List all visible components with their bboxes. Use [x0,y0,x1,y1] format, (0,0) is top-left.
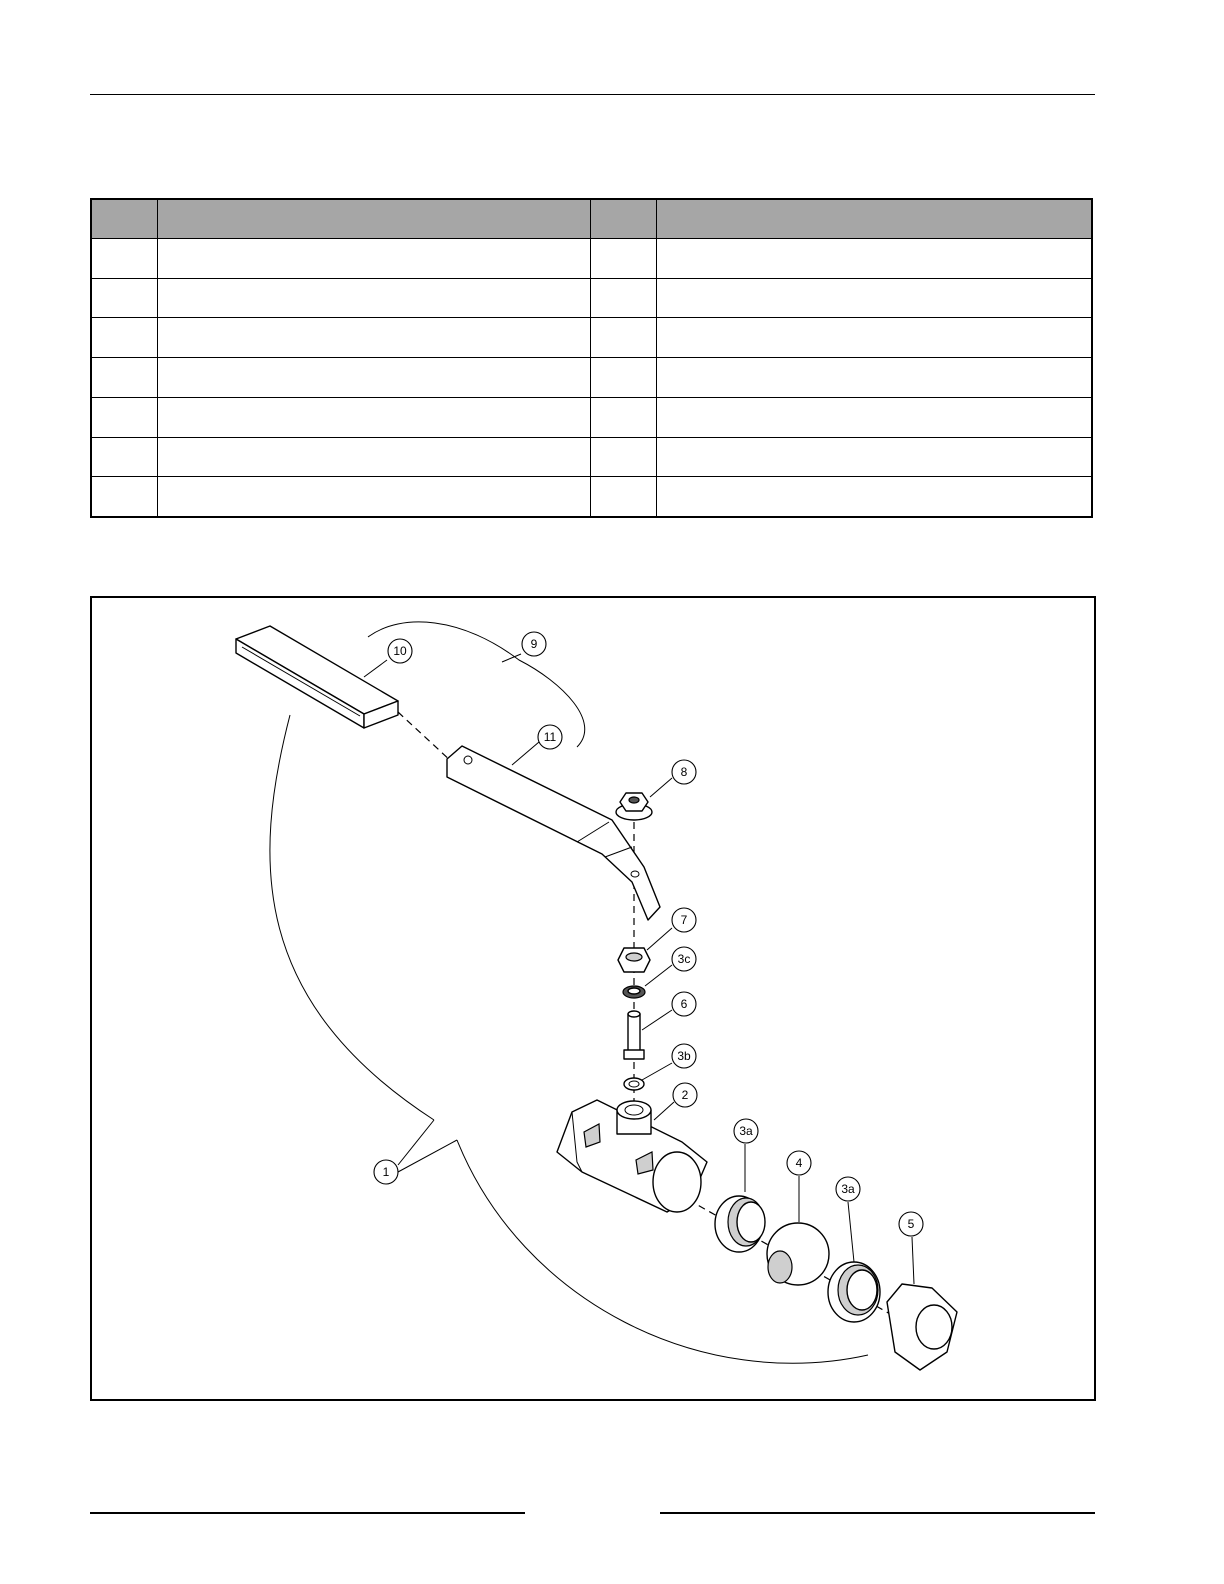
table-cell [590,239,656,279]
packing-nut-part [618,948,650,972]
table-cell [656,397,1092,437]
table-cell [91,477,157,517]
callout-1-label: 1 [382,1165,390,1179]
callout-5 [899,1212,923,1236]
callout-3c-label: 3c [677,952,691,966]
seat-ring-right-part [828,1262,880,1322]
table-row [91,477,1092,517]
table-header-row [91,199,1092,239]
callout-7 [672,908,696,932]
table-cell [590,278,656,318]
table-row [91,437,1092,477]
valve-body-part [557,1100,707,1212]
callout-9-label: 9 [530,637,538,651]
stem-seal-part [624,1078,644,1090]
callout-8-label: 8 [680,765,688,779]
table-cell [656,318,1092,358]
table-cell [590,397,656,437]
callout-2-label: 2 [681,1088,689,1102]
handle-part [447,746,660,920]
handle-sleeve-part [236,626,398,728]
callout-3a-left-label: 3a [739,1124,753,1138]
callout-8 [672,760,696,784]
assembly-bracket-curve [270,715,434,1120]
callout-5-label: 5 [907,1217,915,1231]
table-row [91,318,1092,358]
callout-3a-right [836,1177,860,1201]
handle-nut-part [616,793,652,820]
table-cell [91,318,157,358]
bottom-rule-left [90,1512,525,1514]
exploded-view-frame [90,596,1096,1401]
table-cell [157,239,590,279]
table-cell [91,358,157,398]
ball-part [767,1223,829,1285]
table-cell [157,318,590,358]
table-cell [91,437,157,477]
table-cell [590,437,656,477]
table-cell [157,437,590,477]
callout-3b [672,1044,696,1068]
table-cell [590,318,656,358]
callout-6 [672,992,696,1016]
callout-9 [522,632,546,656]
table-cell [91,239,157,279]
end-cap-part [887,1284,957,1370]
table-cell [656,239,1092,279]
table-cell [91,397,157,437]
header-description-left [157,199,590,239]
table-row [91,397,1092,437]
table-cell [656,278,1092,318]
table-cell [656,358,1092,398]
callout-11 [538,725,562,749]
table-cell [656,477,1092,517]
table-cell [157,278,590,318]
table-cell [590,358,656,398]
table-row [91,239,1092,279]
callout-10-label: 10 [393,644,407,658]
stem-part [624,1011,644,1059]
ball-valve-exploded-view [92,598,1094,1399]
table-cell [590,477,656,517]
table-cell [157,397,590,437]
packing-ring-part [623,986,645,998]
callout-4-label: 4 [795,1156,803,1170]
callout-2 [673,1083,697,1107]
bottom-rule-right [660,1512,1095,1514]
table-row [91,358,1092,398]
top-rule [90,94,1095,95]
seat-ring-left-part [715,1196,765,1252]
callout-3c [672,947,696,971]
table-cell [157,358,590,398]
callout-3b-label: 3b [677,1049,691,1063]
callout-7-label: 7 [680,913,688,927]
callout-3a-right-label: 3a [841,1182,855,1196]
header-item-no-left [91,199,157,239]
table-cell [656,437,1092,477]
callout-11-label: 11 [543,730,557,744]
callout-1 [374,1160,398,1184]
callout-4 [787,1151,811,1175]
header-description-right [656,199,1092,239]
callout-6-label: 6 [680,997,688,1011]
table-cell [157,477,590,517]
table-row [91,278,1092,318]
callout-3a-left [734,1119,758,1143]
parts-table [90,198,1093,518]
callout-10 [388,639,412,663]
header-item-no-right [590,199,656,239]
table-cell [91,278,157,318]
